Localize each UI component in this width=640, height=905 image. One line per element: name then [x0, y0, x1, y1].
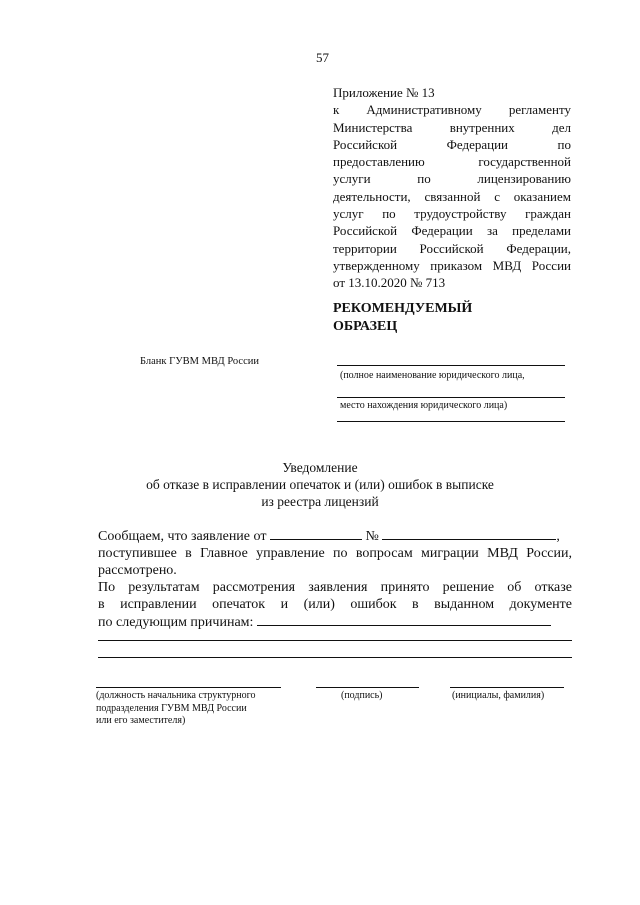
name-line — [450, 687, 564, 688]
title-line: Уведомление — [282, 460, 358, 475]
annex-line: Приложение № 13 — [333, 85, 435, 100]
annex-line: услуги по лицензированию — [333, 171, 571, 187]
title-line: из реестра лицензий — [261, 494, 379, 509]
signature-caption: (подпись) — [341, 690, 383, 701]
position-line — [96, 687, 281, 688]
body-line — [98, 527, 572, 545]
caption-line: (должность начальника структурного — [96, 690, 256, 701]
reasons-line — [98, 657, 572, 658]
annex-line: Министерства внутренних дел — [333, 119, 571, 135]
body-line: По результатам рассмотрения заявления принято решение об отказе — [98, 580, 572, 595]
body-text-fragment: по следующим причинам: — [98, 615, 254, 630]
reasons-line — [98, 640, 572, 641]
annex-line: Российской Федерации за пределами — [333, 223, 571, 239]
annex-line: услуг по трудоустройству граждан — [333, 206, 571, 222]
annex-line: от 13.10.2020 № 713 — [333, 275, 446, 291]
signature-line — [316, 687, 419, 688]
body-line: поступившее в Главное управление по вопросам миграции МВД России, — [98, 546, 572, 561]
number-blank — [382, 527, 556, 540]
annex-block — [333, 84, 571, 292]
position-caption — [96, 690, 255, 728]
document-title — [0, 459, 640, 510]
sample-mark-line: РЕКОМЕНДУЕМЫЙ — [333, 301, 473, 316]
sample-mark — [333, 300, 472, 336]
title-line: об отказе в исправлении опечаток и (или) ошибок в выписке — [146, 477, 494, 492]
annex-line: к Административному регламенту — [333, 102, 571, 118]
date-blank — [270, 527, 362, 540]
annex-line: деятельности, связанной с оказанием — [333, 188, 571, 204]
body-text-fragment: Сообщаем, что заявление от — [98, 529, 267, 544]
body-line — [98, 613, 572, 631]
number-sign: № — [365, 529, 379, 544]
annex-line: территории Российской Федерации, — [333, 240, 571, 256]
addressee-caption: (полное наименование юридического лица, — [340, 370, 525, 381]
annex-line: утвержденному приказом МВД России — [333, 257, 571, 273]
name-caption: (инициалы, фамилия) — [452, 690, 545, 701]
comma: , — [556, 529, 560, 544]
addressee-caption: место нахождения юридического лица) — [340, 400, 508, 411]
letterhead-note: Бланк ГУВМ МВД России — [140, 356, 259, 367]
body-line: в исправлении опечаток и (или) ошибок в выданном документе — [98, 597, 572, 612]
reasons-blank — [257, 613, 551, 626]
sample-mark-line: ОБРАЗЕЦ — [333, 319, 398, 334]
caption-line: или его заместителя) — [96, 715, 186, 726]
body-text — [98, 527, 572, 631]
body-line: рассмотрено. — [98, 563, 177, 578]
addressee-line — [337, 421, 565, 422]
addressee-line — [337, 397, 565, 398]
page-number: 57 — [316, 50, 329, 65]
annex-line: предоставлению государственной — [333, 154, 571, 170]
annex-line: Российской Федерации по — [333, 136, 571, 152]
caption-line: подразделения ГУВМ МВД России — [96, 702, 247, 714]
addressee-line — [337, 365, 565, 366]
